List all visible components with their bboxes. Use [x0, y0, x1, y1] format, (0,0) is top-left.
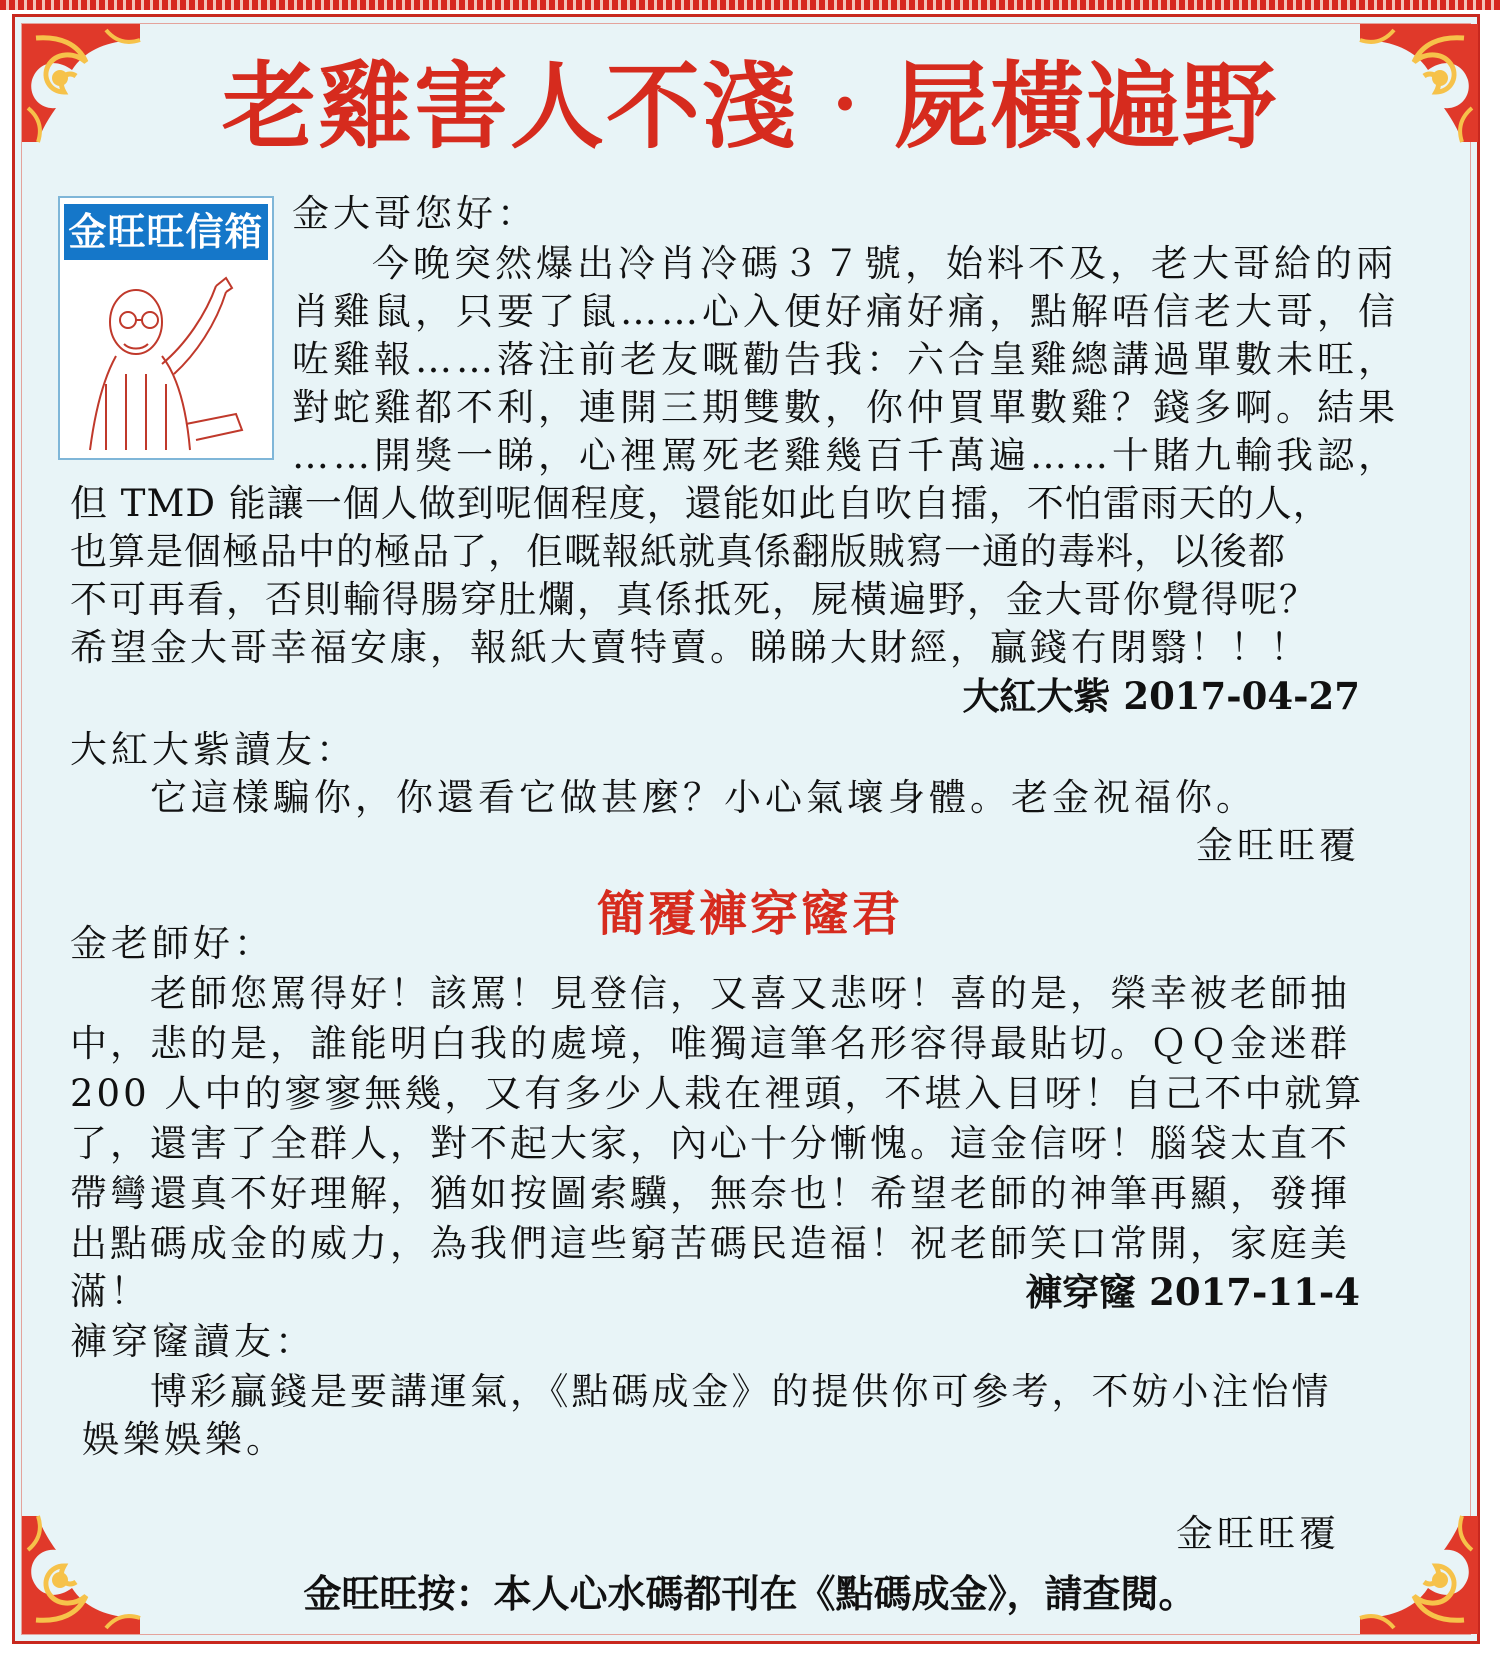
letter2-line: 200 人中的寥寥無幾，又有多少人栽在裡頭，不堪入目呀！自己不中就算: [70, 1072, 1365, 1115]
letter1-signature: 大紅大紫 2017-04-27: [962, 674, 1360, 718]
letter2-signature: 褲穿窿 2017-11-4: [1025, 1270, 1360, 1314]
letter2-line: 出點碼成金的威力，為我們這些窮苦碼民造福！祝老師笑口常開，家庭美: [70, 1222, 1350, 1265]
reply2-salutation: 褲穿窿讀友：: [70, 1320, 316, 1363]
letter2-line: 帶彎還真不好理解，猶如按圖索驥，無奈也！希望老師的神筆再顯，發揮: [70, 1172, 1350, 1215]
ornate-corner-icon: [1354, 18, 1484, 148]
letter1-line: 對蛇雞都不利，連開三期雙數，你仲買單數雞？錢多啊。結果: [292, 386, 1399, 429]
reply1-body: 它這樣騙你，你還看它做甚麼？小心氣壞身體。老金祝福你。: [150, 776, 1257, 819]
letter2-line: 老師您罵得好！該罵！見登信，又喜又悲呀！喜的是，榮幸被老師抽: [150, 972, 1350, 1015]
letter2-line: 中，悲的是，誰能明白我的處境，唯獨這筆名形容得最貼切。ＱＱ金迷群: [70, 1022, 1350, 1065]
letter1-line: 肖雞鼠，只要了鼠……心入便好痛好痛，點解唔信老大哥，信: [292, 290, 1399, 333]
ornate-corner-icon: [16, 18, 146, 148]
article-title: 老雞害人不淺‧屍橫遍野: [221, 52, 1278, 162]
letter2-line: 滿！: [70, 1270, 150, 1313]
reply2-line: 博彩贏錢是要講運氣，《點碼成金》的提供你可參考，不妨小注怡情: [150, 1370, 1332, 1413]
letter2-line: 了，還害了全群人，對不起大家，內心十分慚愧。這金信呀！腦袋太直不: [70, 1122, 1350, 1165]
letter1-line: 也算是個極品中的極品了，佢嘅報紙就真係翻版賊寫一通的毒料，以後都: [70, 530, 1286, 573]
reply2-signature: 金旺旺覆: [1176, 1512, 1340, 1555]
letter1-line: 但 TMD 能讓一個人做到呢個程度，還能如此自吹自擂，不怕雷雨天的人，: [70, 482, 1331, 525]
column-logo-text: 金旺旺信箱: [64, 204, 268, 260]
section-subtitle: 簡覆褲穿窿君: [596, 886, 903, 942]
letter1-salutation: 金大哥您好：: [292, 192, 538, 235]
man-pointing-illustration-icon: [66, 264, 266, 454]
reply1-salutation: 大紅大紫讀友：: [70, 728, 357, 771]
letter1-line: ……開獎一睇，心裡罵死老雞幾百千萬遍……十賭九輸我認，: [292, 434, 1399, 477]
letter1-line: 不可再看，否則輸得腸穿肚爛，真係抵死，屍橫遍野，金大哥你覺得呢？: [70, 578, 1318, 621]
column-logo: [58, 196, 274, 460]
footer-note: 金旺旺按：本人心水碼都刊在《點碼成金》，請查閱。: [303, 1572, 1197, 1616]
reply1-signature: 金旺旺覆: [1196, 824, 1360, 867]
letter1-line: 今晚突然爆出冷肖冷碼３７號，始料不及，老大哥給的兩: [372, 242, 1397, 285]
letter2-salutation: 金老師好：: [70, 922, 275, 965]
letter1-line: 咗雞報……落注前老友嘅勸告我：六合皇雞總講過單數未旺，: [292, 338, 1399, 381]
top-border-band: [0, 0, 1500, 10]
reply2-line: 娛樂娛樂。: [82, 1418, 287, 1461]
letter1-line: 希望金大哥幸福安康，報紙大賣特賣。睇睇大財經，贏錢冇閉翳！！！: [70, 626, 1310, 669]
